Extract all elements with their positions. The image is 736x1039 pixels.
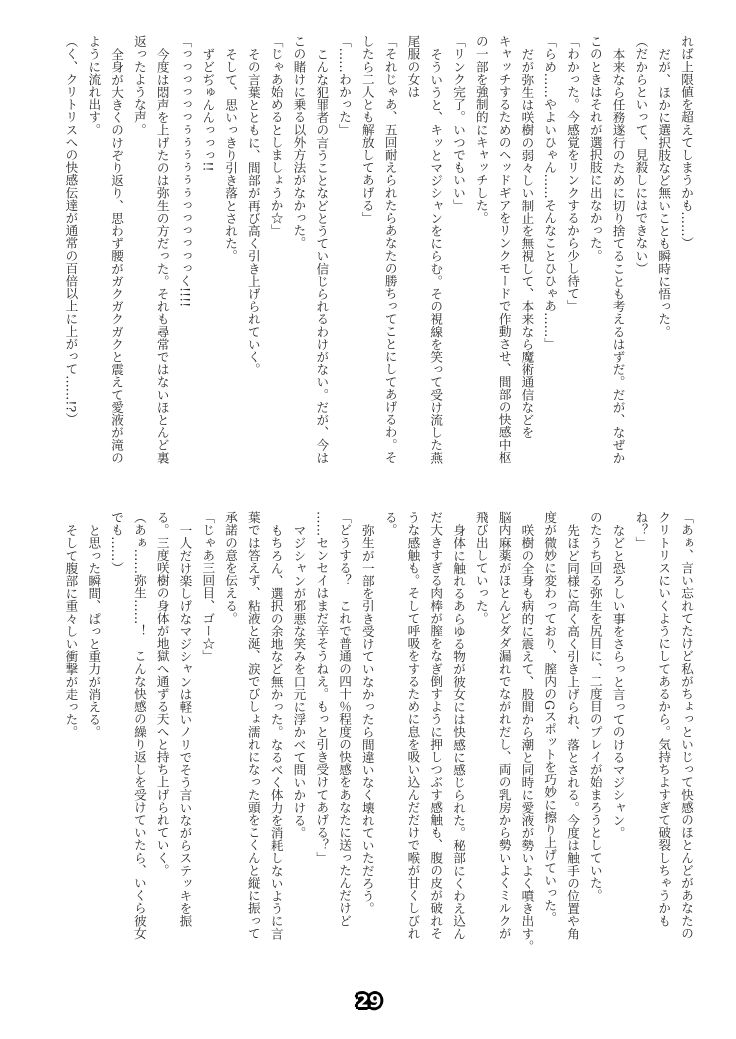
text-line: ね？」 <box>633 511 649 549</box>
text-line: そして腹部に重々しい衝撃が走った。 <box>63 523 79 738</box>
text-line: る。三度咲樹の身体が地獄へ通ずる天へと持ち上げられていく。 <box>154 511 170 877</box>
upper-text-column <box>57 35 697 497</box>
text-line: もちろん、選択の余地など無かった。なるべく体力を消耗しないように言 <box>268 523 284 940</box>
text-line: る。 <box>382 511 398 537</box>
text-line: うな感触も。そして呼吸をするために息を吸い込んだだけで喉が甘くしびれ <box>405 511 421 940</box>
text-line: 「らめ……やよいひゃん……そんなことひひゃあ……」 <box>542 35 558 350</box>
text-line: 今度は悶声を上げたのは弥生の方だった。それも尋常ではないほとんど裏 <box>154 47 170 464</box>
text-line: この賭けに乗る以外方法がなかった。 <box>291 35 307 250</box>
text-line: 弥生が一部を引き受けていなかったら間違いなく壊れていただろう。 <box>359 523 375 915</box>
text-line: 「どうする？ これで普通の四十％程度の快感をあなたに送ったんだけど <box>337 511 353 927</box>
text-line: （く、クリトリスへの快感伝達が通常の百倍以上に上がって……!?） <box>63 35 79 425</box>
text-line: したら二人とも解放してあげる」 <box>359 35 375 224</box>
text-line: マジシャンが邪悪な笑みを口元に浮かべて問いかける。 <box>291 523 307 839</box>
text-line: キャッチするためのヘッドギアをリンクモードで作動させ、間部の快感中枢 <box>496 35 512 464</box>
text-line: 先ほど同様に高く高く引き上げられ、落とされる。今度は触手の位置や角 <box>565 523 581 940</box>
text-line: 「それじゃあ、五回耐えられたらあなたの勝ちってことにしてあげるわ。そ <box>382 35 398 464</box>
text-line: だが弥生は咲樹の弱々しい制止を無視して、本来なら魔術通信などを <box>519 47 535 439</box>
text-line: 脳内麻薬がほとんどダダ漏れでながれだし、両の乳房から勢いよくミルクが <box>496 511 512 940</box>
text-line: （だからといって、見殺しにはできない） <box>633 35 649 275</box>
lower-text-column <box>57 511 697 973</box>
text-line: 咲樹の全身も病的に震えて、股間から潮と同時に愛液が勢いよく噴き出す。 <box>519 523 535 952</box>
text-line: 返ったような声。 <box>131 35 147 136</box>
text-line: 全身が大きくのけぞり返り、思わず腰がガクガクガクと震えて愛液が滝の <box>109 47 125 464</box>
text-line: 「……わかった」 <box>337 35 353 136</box>
text-line: その言葉とともに、間部が再び高く引き上げられていく。 <box>245 47 261 376</box>
text-line: と思った瞬間、ぱっと重力が消える。 <box>86 523 102 738</box>
text-line: 「リンク完了。いつでもいい」 <box>451 35 467 212</box>
text-line: 身体に触れるあらゆる物が彼女には快感に感じられた。秘部にくわえ込ん <box>451 523 467 940</box>
text-line: 葉では答えず、粘液と涎、涙でびしょ濡れになった頭をこくんと縦に振って <box>245 511 261 940</box>
text-line: ように流れ出す。 <box>86 35 102 136</box>
text-line: のたうち回る弥生を尻目に、二度目のプレイが始まろうとしていた。 <box>587 511 603 902</box>
text-line: 承諾の意を伝える。 <box>223 511 239 625</box>
text-line: 「あぁ、言い忘れてたけど私がちょっといじって快感のほとんどがあなたの <box>679 511 694 940</box>
text-line: 「わかった。今感覚をリンクするから少し待て」 <box>565 35 581 313</box>
text-line: （あぁ……弥生……！ こんな快感の繰り返しを受けていたら、いくら彼女 <box>131 511 147 940</box>
text-line: 度が微妙に変わっており、膣内のGスポットを巧妙に擦り上げていった。 <box>542 511 558 925</box>
text-line: このときはそれが選択肢に出なかった。 <box>587 35 603 262</box>
page-number: 29 <box>356 991 382 1012</box>
text-line: そういうと、キッとマジシャンをにらむ。その視線を笑って受け流した燕 <box>428 47 444 464</box>
text-line: 飛び出していった。 <box>473 511 489 625</box>
text-line: 「じゃあ三回目、ゴー☆」 <box>200 511 216 663</box>
text-line: ……センセイはまだ辛そうねえ。もっと引き受けてあげる？」 <box>314 511 330 864</box>
text-line: 「っっっっっっぅぅぅぅぅぅっっっっっっく!!!! <box>177 35 193 308</box>
text-line: れば上限値を超えてしまうかも……） <box>679 35 694 250</box>
text-line: 尾服の女は <box>405 35 421 98</box>
text-line: 本来なら任務遂行のために切り捨てることも考えるはずだ。だが、なぜか <box>610 47 626 464</box>
text-line: だ大きすぎる肉棒が膣をなぎ倒すように押しつぶす感触も、腹の皮が破れそ <box>428 511 444 940</box>
text-line: などと恐ろしい事をさらっと言ってのけるマジシャン。 <box>610 523 626 839</box>
text-line: 一人だけ楽しげなマジシャンは軽いノリでそう言いながらステッキを振 <box>177 523 193 927</box>
text-line: ずどぢゅんんっっっ!! <box>200 47 216 172</box>
text-line: だが、ほかに選択肢など無いことも瞬時に悟った。 <box>656 47 672 338</box>
text-line: 「じゃあ始めるとしましょうか☆」 <box>268 35 284 237</box>
text-line: こんな犯罪者の言うことなどとうてい信じられるわけがない。だが、今は <box>314 47 330 464</box>
text-line: そして、思いっきり引き落とされた。 <box>223 47 239 262</box>
text-line: クリトリスにいくようにしてあるから。気持ちよすぎて破裂しちゃうかも <box>656 511 672 927</box>
text-line: の一部を強制的にキャッチした。 <box>473 35 489 224</box>
text-line: でも……） <box>109 511 125 574</box>
